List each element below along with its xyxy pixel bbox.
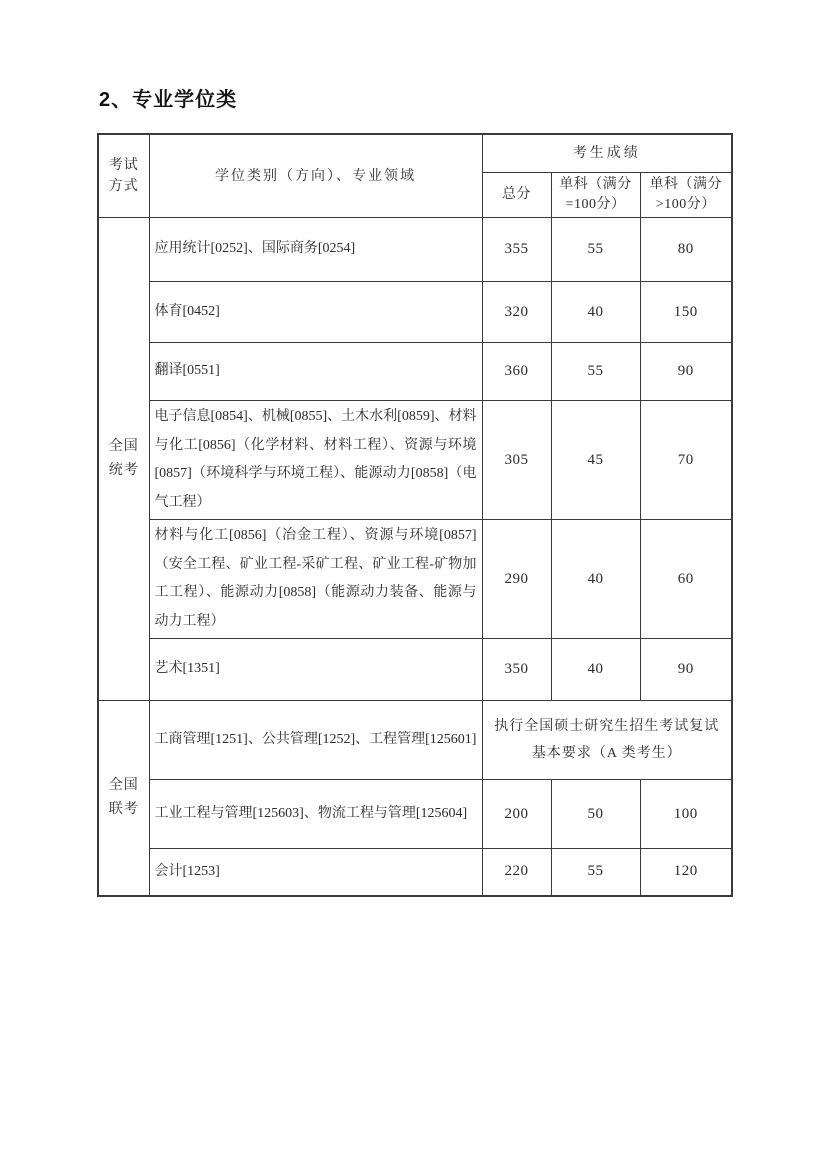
category-cell: 电子信息[0854]、机械[0855]、土木水利[0859]、材料与化工[0856]（化学材料、材料工程）、资源与环境[0857]（环境科学与环境工程）、能源动力[0858]（电气工程） — [149, 401, 482, 520]
single-over-100-cell: 70 — [640, 401, 732, 520]
category-cell: 材料与化工[0856]（冶金工程）、资源与环境[0857]（安全工程、矿业工程-采矿工程、矿业工程-矿物加工工程）、能源动力[0858]（能源动力装备、能源与动力工程） — [149, 520, 482, 639]
total-cell: 355 — [482, 218, 551, 282]
single-subject-over-100-header: 单科（满分>100分） — [640, 173, 732, 218]
exam-method-cell: 全国联考 — [98, 701, 149, 896]
score-group-header: 考生成绩 — [482, 134, 732, 173]
category-cell: 工商管理[1251]、公共管理[1252]、工程管理[125601] — [149, 701, 482, 780]
table-row — [98, 282, 732, 343]
header-row-top — [98, 134, 732, 173]
single-over-100-cell: 120 — [640, 849, 732, 896]
single-100-cell: 55 — [551, 218, 640, 282]
table-row — [98, 218, 732, 282]
single-100-cell: 40 — [551, 520, 640, 639]
exam-method-cell: 全国统考 — [98, 218, 149, 701]
total-cell: 220 — [482, 849, 551, 896]
total-score-header: 总分 — [482, 173, 551, 218]
total-cell: 200 — [482, 780, 551, 849]
single-over-100-cell: 90 — [640, 639, 732, 701]
total-cell: 305 — [482, 401, 551, 520]
category-cell: 应用统计[0252]、国际商务[0254] — [149, 218, 482, 282]
single-100-cell: 55 — [551, 343, 640, 401]
table-row — [98, 343, 732, 401]
single-100-cell: 50 — [551, 780, 640, 849]
total-cell: 290 — [482, 520, 551, 639]
degree-category-header: 学位类别（方向）、专业领域 — [149, 134, 482, 218]
category-cell: 翻译[0551] — [149, 343, 482, 401]
table-row — [98, 701, 732, 780]
single-over-100-cell: 60 — [640, 520, 732, 639]
single-over-100-cell: 150 — [640, 282, 732, 343]
table-row — [98, 849, 732, 896]
exam-method-header: 考试方式 — [98, 134, 149, 218]
table-row — [98, 520, 732, 639]
score-table — [97, 133, 733, 897]
single-over-100-cell: 80 — [640, 218, 732, 282]
single-subject-100-header: 单科（满分=100分） — [551, 173, 640, 218]
category-cell: 工业工程与管理[125603]、物流工程与管理[125604] — [149, 780, 482, 849]
single-100-cell: 45 — [551, 401, 640, 520]
table-row — [98, 401, 732, 520]
category-cell: 体育[0452] — [149, 282, 482, 343]
total-cell: 320 — [482, 282, 551, 343]
single-100-cell: 40 — [551, 282, 640, 343]
category-cell: 艺术[1351] — [149, 639, 482, 701]
table-row — [98, 639, 732, 701]
table-row — [98, 780, 732, 849]
merged-note-cell: 执行全国硕士研究生招生考试复试基本要求（A 类考生） — [482, 701, 732, 780]
single-over-100-cell: 90 — [640, 343, 732, 401]
total-cell: 350 — [482, 639, 551, 701]
single-100-cell: 40 — [551, 639, 640, 701]
single-over-100-cell: 100 — [640, 780, 732, 849]
single-100-cell: 55 — [551, 849, 640, 896]
total-cell: 360 — [482, 343, 551, 401]
category-cell: 会计[1253] — [149, 849, 482, 896]
page-title: 2、专业学位类 — [99, 89, 238, 111]
